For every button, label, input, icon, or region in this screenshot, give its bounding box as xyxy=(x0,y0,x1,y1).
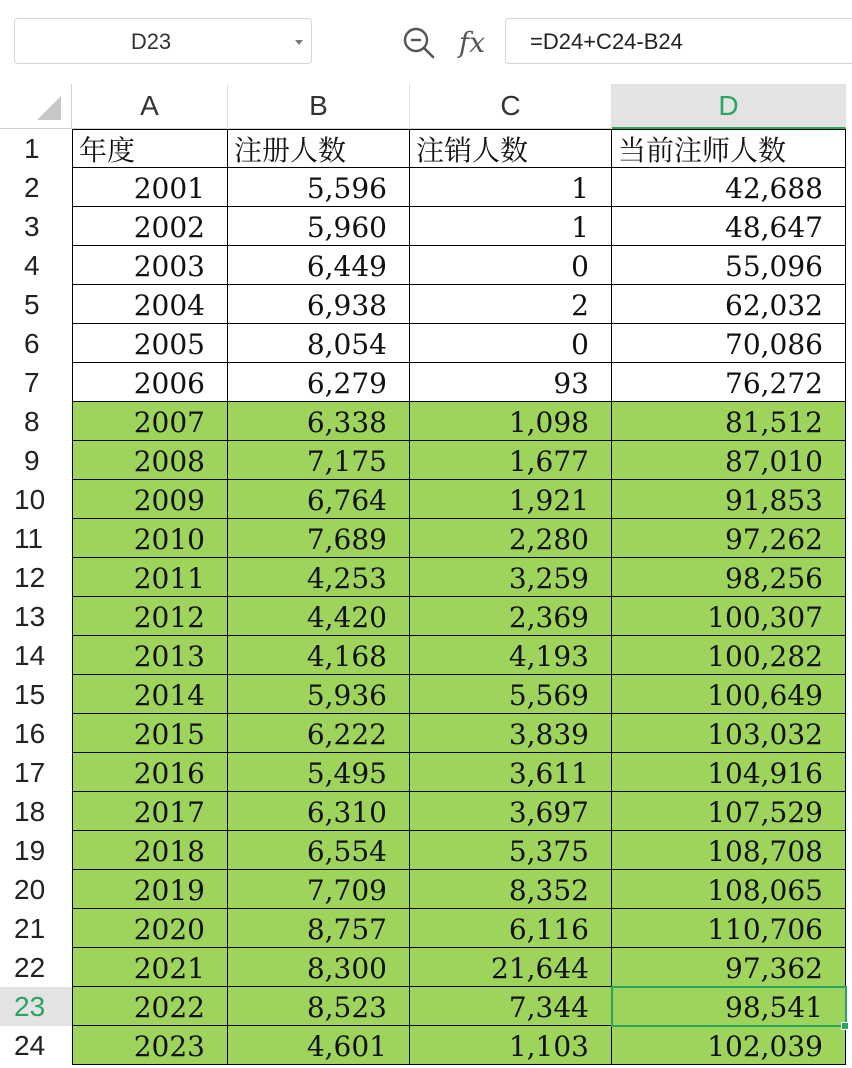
cell-c4[interactable]: 0 xyxy=(410,246,612,285)
row-header-1[interactable]: 1 xyxy=(24,133,40,164)
cell-b20[interactable]: 7,709 xyxy=(228,870,410,909)
cell-b2[interactable]: 5,596 xyxy=(228,168,410,207)
cell-b4[interactable]: 6,449 xyxy=(228,246,410,285)
name-box-value: D23 xyxy=(130,29,172,54)
cell-b19[interactable]: 6,554 xyxy=(228,831,410,870)
cell-b11[interactable]: 7,689 xyxy=(228,519,410,558)
cell-c13[interactable]: 2,369 xyxy=(410,597,612,636)
cell-b21[interactable]: 8,757 xyxy=(228,909,410,948)
cell-b24[interactable]: 4,601 xyxy=(228,1026,410,1065)
row-header-2[interactable]: 2 xyxy=(24,172,40,203)
cell-b9[interactable]: 7,175 xyxy=(228,441,410,480)
cell-a4[interactable]: 2003 xyxy=(72,246,228,285)
row-header-12[interactable]: 12 xyxy=(14,562,46,593)
cell-a10[interactable]: 2009 xyxy=(72,480,228,519)
cell-c3[interactable]: 1 xyxy=(410,207,612,246)
select-all-icon xyxy=(37,96,61,120)
cell-d10[interactable]: 91,853 xyxy=(612,480,846,519)
cell-a14[interactable]: 2013 xyxy=(72,636,228,675)
cell-b3[interactable]: 5,960 xyxy=(228,207,410,246)
row-header-21[interactable]: 21 xyxy=(14,913,46,944)
cell-a22[interactable]: 2021 xyxy=(72,948,228,987)
cell-c6[interactable]: 0 xyxy=(410,324,612,363)
row-header-9[interactable]: 9 xyxy=(24,445,40,476)
row-header-22[interactable]: 22 xyxy=(14,952,46,983)
cell-a16[interactable]: 2015 xyxy=(72,714,228,753)
cell-d5[interactable]: 62,032 xyxy=(612,285,846,324)
row-header-11[interactable]: 11 xyxy=(14,523,44,554)
row-header-18[interactable]: 18 xyxy=(14,796,46,827)
cell-d15[interactable]: 100,649 xyxy=(612,675,846,714)
cell-c18[interactable]: 3,697 xyxy=(410,792,612,831)
cell-c10[interactable]: 1,921 xyxy=(410,480,612,519)
cell-c22[interactable]: 21,644 xyxy=(410,948,612,987)
cell-b10[interactable]: 6,764 xyxy=(228,480,410,519)
cell-b1[interactable]: 注册人数 xyxy=(228,129,410,168)
cell-c1[interactable]: 注销人数 xyxy=(410,129,612,168)
formula-text: =D24+C24-B24 xyxy=(530,29,683,54)
cell-c2[interactable]: 1 xyxy=(410,168,612,207)
cell-d9[interactable]: 87,010 xyxy=(612,441,846,480)
cell-b15[interactable]: 5,936 xyxy=(228,675,410,714)
formula-input[interactable] xyxy=(505,18,852,64)
cell-c9[interactable]: 1,677 xyxy=(410,441,612,480)
cell-d1[interactable]: 当前注师人数 xyxy=(612,129,846,168)
cell-b23[interactable]: 8,523 xyxy=(228,987,410,1026)
cell-d14[interactable]: 100,282 xyxy=(612,636,846,675)
cell-a6[interactable]: 2005 xyxy=(72,324,228,363)
cell-d13[interactable]: 100,307 xyxy=(612,597,846,636)
cell-a17[interactable]: 2016 xyxy=(72,753,228,792)
cell-c24[interactable]: 1,103 xyxy=(410,1026,612,1065)
cell-b8[interactable]: 6,338 xyxy=(228,402,410,441)
cell-b22[interactable]: 8,300 xyxy=(228,948,410,987)
cell-d17[interactable]: 104,916 xyxy=(612,753,846,792)
cell-c19[interactable]: 5,375 xyxy=(410,831,612,870)
cell-b7[interactable]: 6,279 xyxy=(228,363,410,402)
row-header-4[interactable]: 4 xyxy=(24,250,40,281)
cell-c16[interactable]: 3,839 xyxy=(410,714,612,753)
cell-a15[interactable]: 2014 xyxy=(72,675,228,714)
cell-d11[interactable]: 97,262 xyxy=(612,519,846,558)
cell-b6[interactable]: 8,054 xyxy=(228,324,410,363)
row-header-23[interactable]: 23 xyxy=(0,987,72,1026)
cell-c8[interactable]: 1,098 xyxy=(410,402,612,441)
cell-d3[interactable]: 48,647 xyxy=(612,207,846,246)
cell-c12[interactable]: 3,259 xyxy=(410,558,612,597)
cell-a13[interactable]: 2012 xyxy=(72,597,228,636)
cell-a21[interactable]: 2020 xyxy=(72,909,228,948)
cell-d8[interactable]: 81,512 xyxy=(612,402,846,441)
name-box[interactable] xyxy=(14,18,312,64)
cell-d19[interactable]: 108,708 xyxy=(612,831,846,870)
column-header-a[interactable]: A xyxy=(72,84,228,129)
row-header-19[interactable]: 19 xyxy=(14,835,46,866)
cell-a9[interactable]: 2008 xyxy=(72,441,228,480)
cell-c15[interactable]: 5,569 xyxy=(410,675,612,714)
cell-a11[interactable]: 2010 xyxy=(72,519,228,558)
cell-c23[interactable]: 7,344 xyxy=(410,987,612,1026)
fill-handle[interactable] xyxy=(841,1022,849,1030)
row-header-16[interactable]: 16 xyxy=(14,718,46,749)
cell-d20[interactable]: 108,065 xyxy=(612,870,846,909)
cell-b12[interactable]: 4,253 xyxy=(228,558,410,597)
row-header-3[interactable]: 3 xyxy=(24,211,40,242)
cell-a7[interactable]: 2006 xyxy=(72,363,228,402)
cell-d4[interactable]: 55,096 xyxy=(612,246,846,285)
row-header-24[interactable]: 24 xyxy=(14,1030,46,1061)
row-header-20[interactable]: 20 xyxy=(14,874,46,905)
cell-a24[interactable]: 2023 xyxy=(72,1026,228,1065)
cell-c20[interactable]: 8,352 xyxy=(410,870,612,909)
column-header-d[interactable]: D xyxy=(612,84,846,129)
cell-c7[interactable]: 93 xyxy=(410,363,612,402)
zoom-icon[interactable] xyxy=(400,24,438,62)
cell-c14[interactable]: 4,193 xyxy=(410,636,612,675)
row-header-10[interactable]: 10 xyxy=(14,484,46,515)
cell-a23[interactable]: 2022 xyxy=(72,987,228,1026)
row-header-14[interactable]: 14 xyxy=(14,640,46,671)
cell-d23[interactable]: 98,541 xyxy=(612,987,846,1026)
cell-a12[interactable]: 2011 xyxy=(72,558,228,597)
cell-d6[interactable]: 70,086 xyxy=(612,324,846,363)
cell-d21[interactable]: 110,706 xyxy=(612,909,846,948)
cell-a19[interactable]: 2018 xyxy=(72,831,228,870)
cell-c21[interactable]: 6,116 xyxy=(410,909,612,948)
cell-d24[interactable]: 102,039 xyxy=(612,1026,846,1065)
cell-a20[interactable]: 2019 xyxy=(72,870,228,909)
cell-b18[interactable]: 6,310 xyxy=(228,792,410,831)
row-header-7[interactable]: 7 xyxy=(24,367,40,398)
row-header-13[interactable]: 13 xyxy=(14,601,46,632)
cell-a3[interactable]: 2002 xyxy=(72,207,228,246)
cell-b17[interactable]: 5,495 xyxy=(228,753,410,792)
row-header-15[interactable]: 15 xyxy=(14,679,46,710)
cell-c5[interactable]: 2 xyxy=(410,285,612,324)
cell-d18[interactable]: 107,529 xyxy=(612,792,846,831)
fx-button[interactable]: fx xyxy=(458,26,486,59)
column-header-c[interactable]: C xyxy=(410,84,612,129)
cell-d12[interactable]: 98,256 xyxy=(612,558,846,597)
cell-c11[interactable]: 2,280 xyxy=(410,519,612,558)
cell-a8[interactable]: 2007 xyxy=(72,402,228,441)
cell-b14[interactable]: 4,168 xyxy=(228,636,410,675)
cell-d7[interactable]: 76,272 xyxy=(612,363,846,402)
cell-c17[interactable]: 3,611 xyxy=(410,753,612,792)
cell-a1[interactable]: 年度 xyxy=(72,129,228,168)
spreadsheet-grid xyxy=(0,84,852,1068)
cell-d2[interactable]: 42,688 xyxy=(612,168,846,207)
row-header-8[interactable]: 8 xyxy=(24,406,40,437)
row-header-5[interactable]: 5 xyxy=(24,289,40,320)
row-header-17[interactable]: 17 xyxy=(14,757,46,788)
column-header-b[interactable]: B xyxy=(228,84,410,129)
chevron-down-icon[interactable] xyxy=(295,40,303,45)
cell-b16[interactable]: 6,222 xyxy=(228,714,410,753)
cell-b5[interactable]: 6,938 xyxy=(228,285,410,324)
cell-a2[interactable]: 2001 xyxy=(72,168,228,207)
cell-a5[interactable]: 2004 xyxy=(72,285,228,324)
cell-d16[interactable]: 103,032 xyxy=(612,714,846,753)
cell-b13[interactable]: 4,420 xyxy=(228,597,410,636)
select-all-button[interactable] xyxy=(0,84,72,129)
cell-a18[interactable]: 2017 xyxy=(72,792,228,831)
formula-bar xyxy=(0,0,852,84)
row-header-6[interactable]: 6 xyxy=(24,328,40,359)
cell-d22[interactable]: 97,362 xyxy=(612,948,846,987)
